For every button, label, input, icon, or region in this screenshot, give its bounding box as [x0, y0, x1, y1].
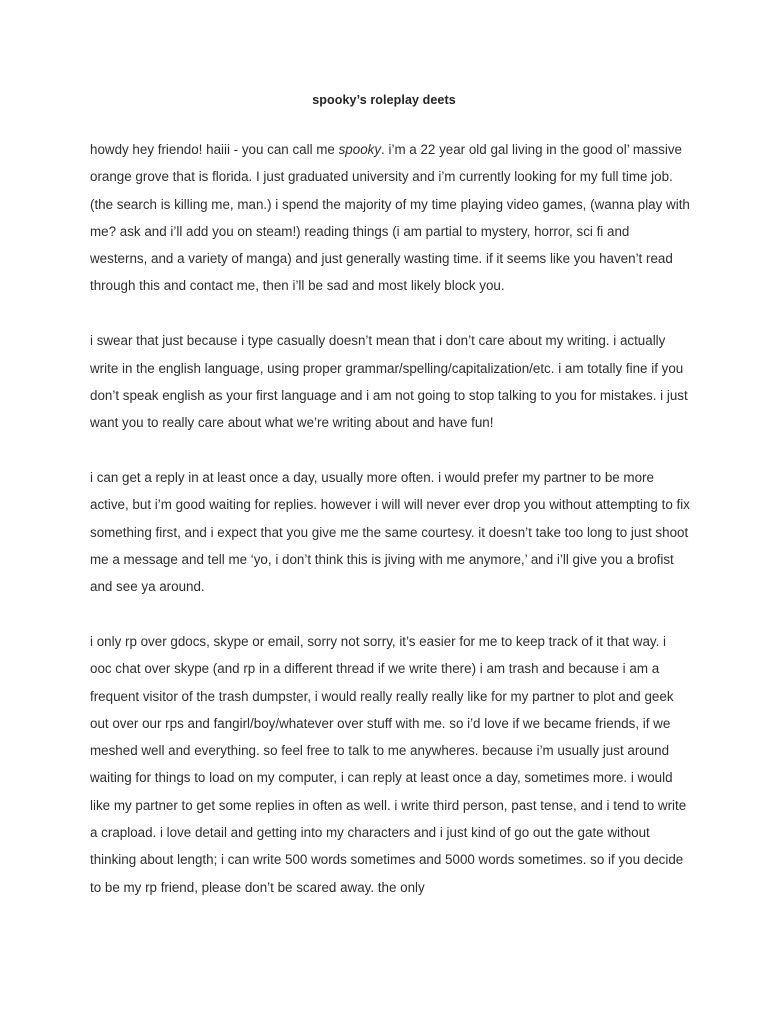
paragraph-intro — [90, 136, 690, 300]
document-title: spooky’s roleplay deets — [312, 93, 456, 107]
paragraph-writing-style: i swear that just because i type casually doesn’t mean that i don’t care about my writing. i actually write in the english language, using proper grammar/spelling/capitalization/etc. i am totally fine if you don’t speak english as your first language and i am not going to stop talking to you for mistakes. i just want you to really care about what we’re writing about and have fun! — [90, 333, 688, 431]
paragraph-platforms: i only rp over gdocs, skype or email, sorry not sorry, it’s easier for me to keep track of it that way. i ooc chat over skype (and rp in a different thread if we write there) i am trash and because i am a frequent visitor of the trash dumpster, i would really really really like for my partner to plot and geek out over our rps and fangirl/boy/whatever over stuff with me. so i’d love if we became friends, if we meshed well and everything. so feel free to talk to me anywheres. because i’m usually just around waiting for things to load on my computer, i can reply at least once a day, sometimes more. i would like my partner to get some replies in often as well. i write third person, past tense, and i tend to write a crapload. i love detail and getting into my characters and i just kind of go out the gate without thinking about length; i can write 500 words sometimes and 5000 words sometimes. so if you decide to be my rp friend, please don’t be scared away. the only — [90, 633, 687, 895]
nickname: spooky — [338, 142, 382, 157]
intro-text-end: . i’m a 22 year old gal living in the good ol’ massive orange grove that is florida. I just graduated university and i’m currently looking for my full time job. (the search is killing me, man.) i spend the majority of my time playing video games, (wanna play with me? ask and i’ll add you on steam!) reading things (i am partial to mystery, horror, sci fi and westerns, and a variety of manga) and just generally wasting time. if it seems like you haven’t read through this and contact me, then i’ll be sad and most likely block you. — [90, 142, 690, 294]
document-body — [90, 136, 690, 901]
paragraph-reply-frequency: i can get a reply in at least once a day, usually more often. i would prefer my partner to be more active, but i’m good waiting for replies. however i will will never ever drop you without attempting to fix something first, and i expect that you give me the same courtesy. it doesn’t take too long to just shoot me a message and tell me ‘yo, i don’t think this is jiving with me anymore,’ and i’ll give you a brofist and see ya around. — [90, 469, 690, 595]
intro-text-start: howdy hey friendo! haiii - you can call me — [90, 142, 339, 157]
